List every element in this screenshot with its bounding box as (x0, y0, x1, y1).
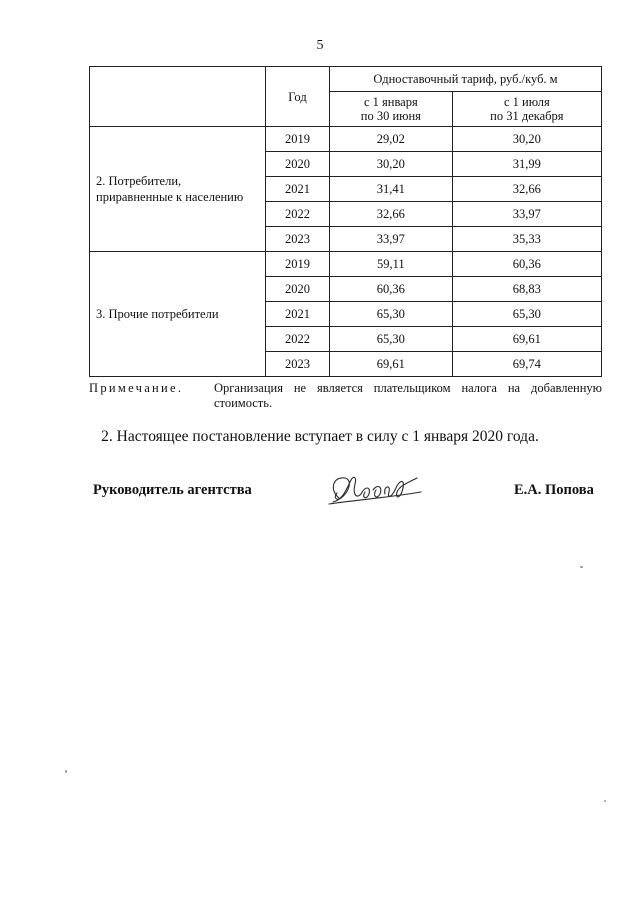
tariff-cell: 33,97 (452, 202, 601, 227)
tariff-cell: 60,36 (452, 252, 601, 277)
header-blank-cell (90, 67, 266, 127)
group-label-line2: приравненные к населению (96, 190, 244, 204)
note-text: Организация не является плательщиком налога на добавленную стоимость. (214, 381, 602, 410)
tariff-cell: 32,66 (330, 202, 453, 227)
tariff-cell: 65,30 (330, 327, 453, 352)
year-cell: 2022 (266, 202, 330, 227)
tariff-table (89, 66, 602, 377)
signatory-title: Руководитель агентства (93, 482, 252, 498)
year-cell: 2019 (266, 252, 330, 277)
header-period-1-line1: с 1 января (363, 95, 418, 109)
year-cell: 2020 (266, 277, 330, 302)
tariff-cell: 69,61 (452, 327, 601, 352)
group-label-population (90, 127, 266, 252)
tariff-cell: 60,36 (330, 277, 453, 302)
header-period-2-line2: по 31 декабря (490, 109, 564, 123)
tariff-cell: 30,20 (452, 127, 601, 152)
tariff-cell: 65,30 (452, 302, 601, 327)
group-label-line1: 3. Прочие потребители (96, 307, 219, 321)
tariff-cell: 31,41 (330, 177, 453, 202)
header-period-2-line1: с 1 июля (503, 95, 550, 109)
header-period-1-line2: по 30 июня (360, 109, 421, 123)
header-year: Год (266, 67, 330, 127)
year-cell: 2021 (266, 177, 330, 202)
group-label-line1: 2. Потребители, (96, 174, 182, 188)
year-cell: 2019 (266, 127, 330, 152)
tariff-cell: 65,30 (330, 302, 453, 327)
scan-speck (580, 566, 583, 568)
signatory-name: Е.А. Попова (514, 482, 594, 498)
year-cell: 2021 (266, 302, 330, 327)
group-label-other (90, 252, 266, 377)
effective-date-clause: 2. Настоящее постановление вступает в силу с 1 января 2020 года. (101, 428, 539, 445)
tariff-cell: 31,99 (452, 152, 601, 177)
tariff-cell: 68,83 (452, 277, 601, 302)
header-period-1 (330, 92, 453, 127)
tariff-cell: 59,11 (330, 252, 453, 277)
tariff-cell: 69,61 (330, 352, 453, 377)
tariff-cell: 69,74 (452, 352, 601, 377)
tariff-cell: 30,20 (330, 152, 453, 177)
tariff-cell: 33,97 (330, 227, 453, 252)
year-cell: 2023 (266, 352, 330, 377)
scan-speck (65, 770, 67, 773)
tariff-cell: 32,66 (452, 177, 601, 202)
note-label: Примечание. (89, 381, 184, 395)
tariff-cell: 29,02 (330, 127, 453, 152)
page-number: 5 (316, 38, 324, 53)
table-row (90, 127, 602, 152)
year-cell: 2020 (266, 152, 330, 177)
header-period-2 (452, 92, 601, 127)
table-header-row (90, 67, 602, 92)
table-row (90, 252, 602, 277)
handwritten-signature (325, 468, 425, 512)
scan-speck (604, 800, 606, 802)
year-cell: 2022 (266, 327, 330, 352)
year-cell: 2023 (266, 227, 330, 252)
tariff-cell: 35,33 (452, 227, 601, 252)
header-tariff: Одноставочный тариф, руб./куб. м (330, 67, 602, 92)
